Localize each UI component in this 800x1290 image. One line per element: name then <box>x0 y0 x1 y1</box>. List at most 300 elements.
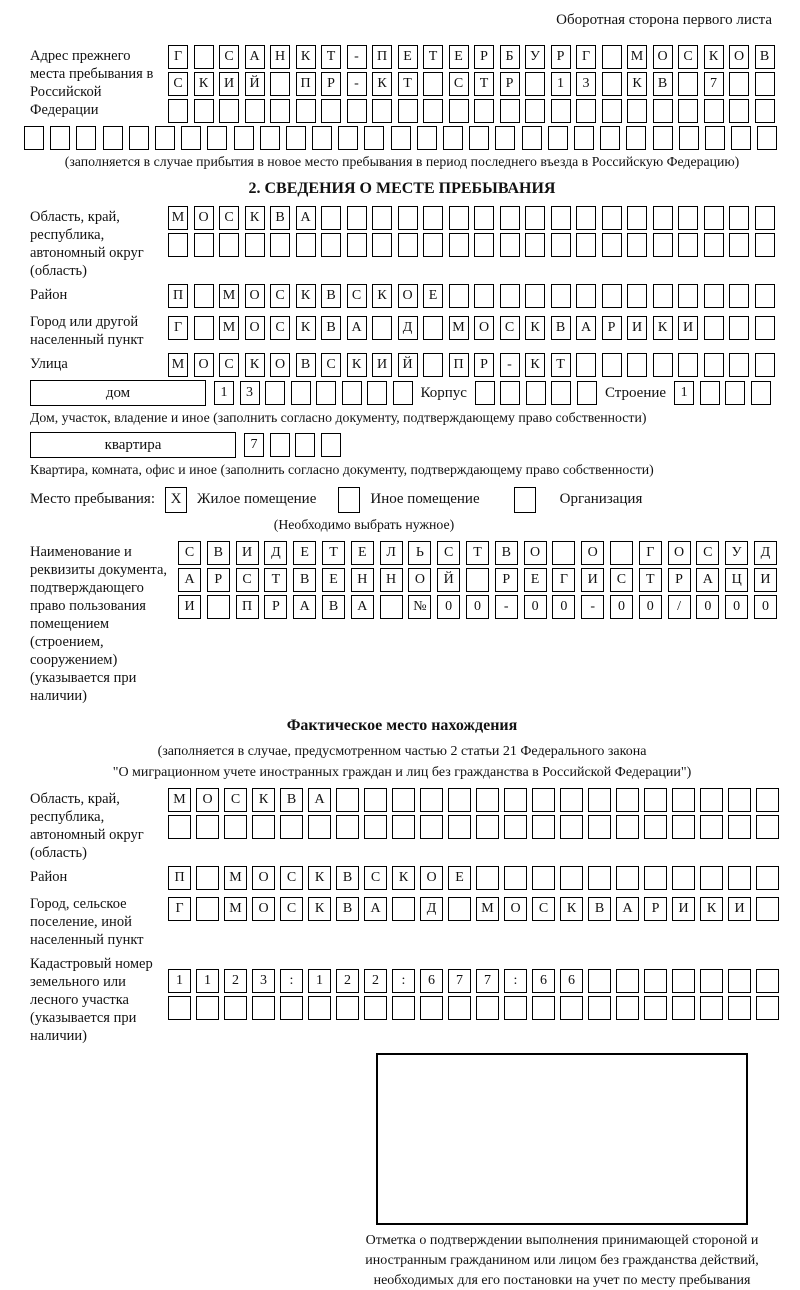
form-cell[interactable] <box>602 284 622 308</box>
form-cell[interactable] <box>423 99 443 123</box>
form-cell[interactable] <box>678 284 698 308</box>
form-cell[interactable] <box>196 815 219 839</box>
kvartira-type-box[interactable]: квартира <box>30 432 236 458</box>
form-cell[interactable]: Р <box>264 595 287 619</box>
form-cell[interactable] <box>196 866 219 890</box>
form-cell[interactable]: К <box>700 897 723 921</box>
form-cell[interactable]: Г <box>168 897 191 921</box>
form-cell[interactable]: 2 <box>224 969 247 993</box>
form-cell[interactable] <box>103 126 123 150</box>
form-cell[interactable]: Д <box>398 316 418 340</box>
form-cell[interactable]: Д <box>754 541 777 565</box>
form-cell[interactable]: Р <box>668 568 691 592</box>
form-cell[interactable]: 0 <box>610 595 633 619</box>
form-cell[interactable] <box>338 126 358 150</box>
form-cell[interactable] <box>466 568 489 592</box>
form-cell[interactable]: К <box>308 897 331 921</box>
form-cell[interactable] <box>729 353 749 377</box>
form-cell[interactable] <box>728 815 751 839</box>
form-cell[interactable]: И <box>372 353 392 377</box>
form-cell[interactable] <box>392 788 415 812</box>
form-cell[interactable]: Н <box>351 568 374 592</box>
form-cell[interactable] <box>728 969 751 993</box>
form-cell[interactable] <box>704 206 724 230</box>
form-cell[interactable]: Т <box>264 568 287 592</box>
form-cell[interactable] <box>526 381 546 405</box>
form-cell[interactable] <box>260 126 280 150</box>
form-cell[interactable]: 2 <box>364 969 387 993</box>
form-cell[interactable] <box>616 996 639 1020</box>
form-cell[interactable]: Т <box>321 45 341 69</box>
form-cell[interactable] <box>207 595 230 619</box>
form-cell[interactable] <box>756 866 779 890</box>
form-cell[interactable] <box>372 99 392 123</box>
form-cell[interactable]: 0 <box>437 595 460 619</box>
form-cell[interactable]: С <box>347 284 367 308</box>
form-cell[interactable]: П <box>296 72 316 96</box>
form-cell[interactable] <box>347 233 367 257</box>
form-cell[interactable]: Р <box>644 897 667 921</box>
form-cell[interactable]: К <box>245 206 265 230</box>
form-cell[interactable]: Ц <box>725 568 748 592</box>
form-cell[interactable] <box>551 206 571 230</box>
form-cell[interactable] <box>270 433 290 457</box>
form-cell[interactable] <box>420 996 443 1020</box>
form-cell[interactable]: В <box>293 568 316 592</box>
checkbox-inoe[interactable] <box>338 487 360 513</box>
form-cell[interactable] <box>196 897 219 921</box>
form-cell[interactable] <box>525 72 545 96</box>
form-cell[interactable]: А <box>296 206 316 230</box>
form-cell[interactable] <box>644 996 667 1020</box>
form-cell[interactable] <box>342 381 362 405</box>
form-cell[interactable] <box>525 233 545 257</box>
form-cell[interactable] <box>270 233 290 257</box>
form-cell[interactable]: С <box>280 897 303 921</box>
form-cell[interactable]: А <box>351 595 374 619</box>
form-cell[interactable] <box>129 126 149 150</box>
form-cell[interactable]: К <box>296 45 316 69</box>
form-cell[interactable] <box>574 126 594 150</box>
form-cell[interactable] <box>194 45 214 69</box>
form-cell[interactable] <box>616 788 639 812</box>
form-cell[interactable]: С <box>280 866 303 890</box>
form-cell[interactable] <box>155 126 175 150</box>
form-cell[interactable]: 1 <box>196 969 219 993</box>
form-cell[interactable]: О <box>196 788 219 812</box>
form-cell[interactable] <box>392 897 415 921</box>
form-cell[interactable] <box>700 996 723 1020</box>
form-cell[interactable] <box>372 206 392 230</box>
form-cell[interactable] <box>700 381 720 405</box>
form-cell[interactable]: С <box>500 316 520 340</box>
form-cell[interactable] <box>476 996 499 1020</box>
form-cell[interactable]: М <box>219 284 239 308</box>
form-cell[interactable] <box>678 99 698 123</box>
form-cell[interactable] <box>423 233 443 257</box>
form-cell[interactable]: Р <box>602 316 622 340</box>
form-cell[interactable]: 7 <box>448 969 471 993</box>
form-cell[interactable] <box>316 381 336 405</box>
form-cell[interactable]: М <box>168 788 191 812</box>
form-cell[interactable] <box>280 996 303 1020</box>
form-cell[interactable]: С <box>270 316 290 340</box>
form-cell[interactable]: Т <box>466 541 489 565</box>
form-cell[interactable]: С <box>610 568 633 592</box>
form-cell[interactable] <box>576 206 596 230</box>
form-cell[interactable]: 3 <box>252 969 275 993</box>
form-cell[interactable]: И <box>672 897 695 921</box>
form-cell[interactable]: К <box>252 788 275 812</box>
form-cell[interactable]: С <box>178 541 201 565</box>
form-cell[interactable] <box>364 126 384 150</box>
form-cell[interactable] <box>627 353 647 377</box>
form-cell[interactable] <box>525 206 545 230</box>
form-cell[interactable]: 0 <box>696 595 719 619</box>
form-cell[interactable] <box>168 996 191 1020</box>
form-cell[interactable] <box>627 233 647 257</box>
form-cell[interactable]: А <box>576 316 596 340</box>
form-cell[interactable]: Г <box>639 541 662 565</box>
form-cell[interactable] <box>392 815 415 839</box>
form-cell[interactable]: - <box>347 45 367 69</box>
form-cell[interactable] <box>500 381 520 405</box>
form-cell[interactable] <box>548 126 568 150</box>
form-cell[interactable]: М <box>449 316 469 340</box>
form-cell[interactable] <box>168 99 188 123</box>
form-cell[interactable]: П <box>168 284 188 308</box>
form-cell[interactable] <box>672 815 695 839</box>
form-cell[interactable]: Й <box>398 353 418 377</box>
form-cell[interactable] <box>224 815 247 839</box>
form-cell[interactable] <box>678 353 698 377</box>
form-cell[interactable]: А <box>616 897 639 921</box>
form-cell[interactable] <box>495 126 515 150</box>
form-cell[interactable]: И <box>627 316 647 340</box>
form-cell[interactable]: Л <box>380 541 403 565</box>
form-cell[interactable] <box>700 866 723 890</box>
form-cell[interactable]: С <box>437 541 460 565</box>
form-cell[interactable]: 1 <box>674 381 694 405</box>
form-cell[interactable] <box>372 316 392 340</box>
form-cell[interactable]: А <box>696 568 719 592</box>
form-cell[interactable]: К <box>245 353 265 377</box>
form-cell[interactable]: О <box>504 897 527 921</box>
form-cell[interactable]: Б <box>500 45 520 69</box>
form-cell[interactable]: И <box>754 568 777 592</box>
form-cell[interactable] <box>602 45 622 69</box>
form-cell[interactable]: В <box>322 595 345 619</box>
form-cell[interactable] <box>252 815 275 839</box>
form-cell[interactable]: О <box>245 284 265 308</box>
form-cell[interactable] <box>756 969 779 993</box>
form-cell[interactable] <box>729 206 749 230</box>
form-cell[interactable] <box>347 206 367 230</box>
form-cell[interactable] <box>551 99 571 123</box>
form-cell[interactable] <box>627 99 647 123</box>
form-cell[interactable] <box>500 99 520 123</box>
form-cell[interactable] <box>423 72 443 96</box>
form-cell[interactable]: Е <box>322 568 345 592</box>
form-cell[interactable] <box>704 353 724 377</box>
form-cell[interactable] <box>757 126 777 150</box>
form-cell[interactable]: - <box>495 595 518 619</box>
form-cell[interactable] <box>194 316 214 340</box>
form-cell[interactable] <box>398 233 418 257</box>
form-cell[interactable]: Р <box>551 45 571 69</box>
form-cell[interactable] <box>678 206 698 230</box>
form-cell[interactable]: С <box>696 541 719 565</box>
form-cell[interactable]: В <box>280 788 303 812</box>
form-cell[interactable] <box>168 233 188 257</box>
form-cell[interactable]: В <box>336 897 359 921</box>
form-cell[interactable] <box>560 866 583 890</box>
form-cell[interactable] <box>532 996 555 1020</box>
form-cell[interactable]: О <box>524 541 547 565</box>
form-cell[interactable]: Д <box>420 897 443 921</box>
form-cell[interactable] <box>321 206 341 230</box>
form-cell[interactable] <box>500 233 520 257</box>
form-cell[interactable]: М <box>168 206 188 230</box>
form-cell[interactable] <box>627 284 647 308</box>
form-cell[interactable]: 0 <box>552 595 575 619</box>
form-cell[interactable]: К <box>296 316 316 340</box>
form-cell[interactable]: В <box>495 541 518 565</box>
form-cell[interactable] <box>423 353 443 377</box>
form-cell[interactable] <box>500 206 520 230</box>
form-cell[interactable]: С <box>168 72 188 96</box>
form-cell[interactable] <box>522 126 542 150</box>
form-cell[interactable] <box>588 969 611 993</box>
form-cell[interactable]: У <box>525 45 545 69</box>
form-cell[interactable] <box>393 381 413 405</box>
form-cell[interactable] <box>532 788 555 812</box>
form-cell[interactable]: С <box>219 206 239 230</box>
form-cell[interactable] <box>423 206 443 230</box>
form-cell[interactable] <box>756 996 779 1020</box>
form-cell[interactable] <box>653 206 673 230</box>
form-cell[interactable]: 2 <box>336 969 359 993</box>
form-cell[interactable]: К <box>347 353 367 377</box>
form-cell[interactable] <box>644 866 667 890</box>
form-cell[interactable]: И <box>178 595 201 619</box>
form-cell[interactable] <box>286 126 306 150</box>
form-cell[interactable] <box>705 126 725 150</box>
checkbox-organizatsiya[interactable] <box>514 487 536 513</box>
form-cell[interactable] <box>600 126 620 150</box>
form-cell[interactable]: М <box>224 866 247 890</box>
form-cell[interactable] <box>756 788 779 812</box>
form-cell[interactable]: К <box>653 316 673 340</box>
form-cell[interactable] <box>265 381 285 405</box>
form-cell[interactable]: Е <box>351 541 374 565</box>
form-cell[interactable] <box>321 233 341 257</box>
form-cell[interactable]: 0 <box>725 595 748 619</box>
form-cell[interactable]: Т <box>474 72 494 96</box>
form-cell[interactable] <box>653 284 673 308</box>
form-cell[interactable] <box>729 233 749 257</box>
form-cell[interactable] <box>308 815 331 839</box>
form-cell[interactable] <box>194 284 214 308</box>
form-cell[interactable] <box>476 866 499 890</box>
form-cell[interactable]: М <box>476 897 499 921</box>
form-cell[interactable] <box>560 996 583 1020</box>
form-cell[interactable]: В <box>321 316 341 340</box>
form-cell[interactable] <box>443 126 463 150</box>
form-cell[interactable] <box>449 206 469 230</box>
form-cell[interactable] <box>196 996 219 1020</box>
form-cell[interactable] <box>364 788 387 812</box>
form-cell[interactable]: О <box>270 353 290 377</box>
form-cell[interactable] <box>755 353 775 377</box>
form-cell[interactable] <box>504 866 527 890</box>
form-cell[interactable] <box>449 99 469 123</box>
form-cell[interactable]: 0 <box>754 595 777 619</box>
form-cell[interactable] <box>336 788 359 812</box>
form-cell[interactable] <box>423 316 443 340</box>
form-cell[interactable] <box>291 381 311 405</box>
form-cell[interactable] <box>755 316 775 340</box>
form-cell[interactable] <box>295 433 315 457</box>
form-cell[interactable]: 0 <box>639 595 662 619</box>
form-cell[interactable] <box>700 969 723 993</box>
form-cell[interactable] <box>616 866 639 890</box>
form-cell[interactable] <box>551 233 571 257</box>
form-cell[interactable] <box>755 284 775 308</box>
form-cell[interactable] <box>308 996 331 1020</box>
form-cell[interactable] <box>576 99 596 123</box>
form-cell[interactable]: Н <box>380 568 403 592</box>
form-cell[interactable]: В <box>336 866 359 890</box>
form-cell[interactable] <box>448 815 471 839</box>
form-cell[interactable]: И <box>728 897 751 921</box>
form-cell[interactable] <box>391 126 411 150</box>
form-cell[interactable] <box>372 233 392 257</box>
form-cell[interactable]: Т <box>551 353 571 377</box>
form-cell[interactable] <box>504 788 527 812</box>
form-cell[interactable]: 6 <box>560 969 583 993</box>
form-cell[interactable]: - <box>347 72 367 96</box>
form-cell[interactable]: А <box>178 568 201 592</box>
form-cell[interactable] <box>704 284 724 308</box>
form-cell[interactable]: Т <box>322 541 345 565</box>
form-cell[interactable] <box>728 866 751 890</box>
form-cell[interactable]: О <box>252 897 275 921</box>
form-cell[interactable]: О <box>194 206 214 230</box>
form-cell[interactable]: К <box>525 353 545 377</box>
form-cell[interactable]: А <box>364 897 387 921</box>
form-cell[interactable]: В <box>321 284 341 308</box>
form-cell[interactable]: В <box>588 897 611 921</box>
form-cell[interactable] <box>296 233 316 257</box>
form-cell[interactable]: Ь <box>408 541 431 565</box>
form-cell[interactable] <box>270 99 290 123</box>
form-cell[interactable]: М <box>168 353 188 377</box>
form-cell[interactable]: - <box>500 353 520 377</box>
form-cell[interactable] <box>679 126 699 150</box>
form-cell[interactable] <box>476 788 499 812</box>
form-cell[interactable]: О <box>668 541 691 565</box>
form-cell[interactable] <box>576 353 596 377</box>
form-cell[interactable] <box>577 381 597 405</box>
form-cell[interactable]: Г <box>576 45 596 69</box>
form-cell[interactable] <box>576 284 596 308</box>
form-cell[interactable]: О <box>420 866 443 890</box>
form-cell[interactable]: 1 <box>551 72 571 96</box>
form-cell[interactable] <box>504 996 527 1020</box>
form-cell[interactable]: С <box>364 866 387 890</box>
dom-type-box[interactable]: дом <box>30 380 206 406</box>
form-cell[interactable] <box>50 126 70 150</box>
form-cell[interactable] <box>755 99 775 123</box>
form-cell[interactable] <box>610 541 633 565</box>
form-cell[interactable] <box>725 381 745 405</box>
form-cell[interactable]: А <box>293 595 316 619</box>
form-cell[interactable]: К <box>308 866 331 890</box>
form-cell[interactable] <box>321 99 341 123</box>
form-cell[interactable] <box>551 284 571 308</box>
form-cell[interactable] <box>751 381 771 405</box>
form-cell[interactable]: : <box>504 969 527 993</box>
form-cell[interactable] <box>729 284 749 308</box>
form-cell[interactable] <box>475 381 495 405</box>
form-cell[interactable]: 1 <box>214 381 234 405</box>
form-cell[interactable]: К <box>704 45 724 69</box>
form-cell[interactable]: О <box>245 316 265 340</box>
form-cell[interactable]: 3 <box>240 381 260 405</box>
form-cell[interactable] <box>755 206 775 230</box>
form-cell[interactable]: М <box>627 45 647 69</box>
form-cell[interactable] <box>194 233 214 257</box>
form-cell[interactable]: М <box>224 897 247 921</box>
form-cell[interactable] <box>525 284 545 308</box>
form-cell[interactable] <box>321 433 341 457</box>
form-cell[interactable] <box>417 126 437 150</box>
form-cell[interactable] <box>398 99 418 123</box>
form-cell[interactable]: С <box>224 788 247 812</box>
form-cell[interactable]: В <box>551 316 571 340</box>
form-cell[interactable]: И <box>219 72 239 96</box>
form-cell[interactable] <box>704 99 724 123</box>
form-cell[interactable] <box>755 72 775 96</box>
form-cell[interactable]: В <box>296 353 316 377</box>
form-cell[interactable]: К <box>372 284 392 308</box>
form-cell[interactable]: Р <box>321 72 341 96</box>
form-cell[interactable] <box>728 996 751 1020</box>
form-cell[interactable]: Р <box>207 568 230 592</box>
form-cell[interactable] <box>474 206 494 230</box>
form-cell[interactable] <box>644 815 667 839</box>
form-cell[interactable] <box>367 381 387 405</box>
form-cell[interactable]: К <box>525 316 545 340</box>
form-cell[interactable] <box>245 99 265 123</box>
form-cell[interactable] <box>653 233 673 257</box>
form-cell[interactable] <box>469 126 489 150</box>
form-cell[interactable] <box>602 99 622 123</box>
form-cell[interactable]: Е <box>423 284 443 308</box>
form-cell[interactable] <box>672 788 695 812</box>
form-cell[interactable]: Е <box>398 45 418 69</box>
form-cell[interactable]: В <box>653 72 673 96</box>
form-cell[interactable] <box>234 126 254 150</box>
form-cell[interactable]: И <box>678 316 698 340</box>
form-cell[interactable] <box>552 541 575 565</box>
form-cell[interactable]: П <box>449 353 469 377</box>
form-cell[interactable]: Й <box>437 568 460 592</box>
form-cell[interactable]: 1 <box>308 969 331 993</box>
form-cell[interactable]: У <box>725 541 748 565</box>
form-cell[interactable] <box>602 353 622 377</box>
